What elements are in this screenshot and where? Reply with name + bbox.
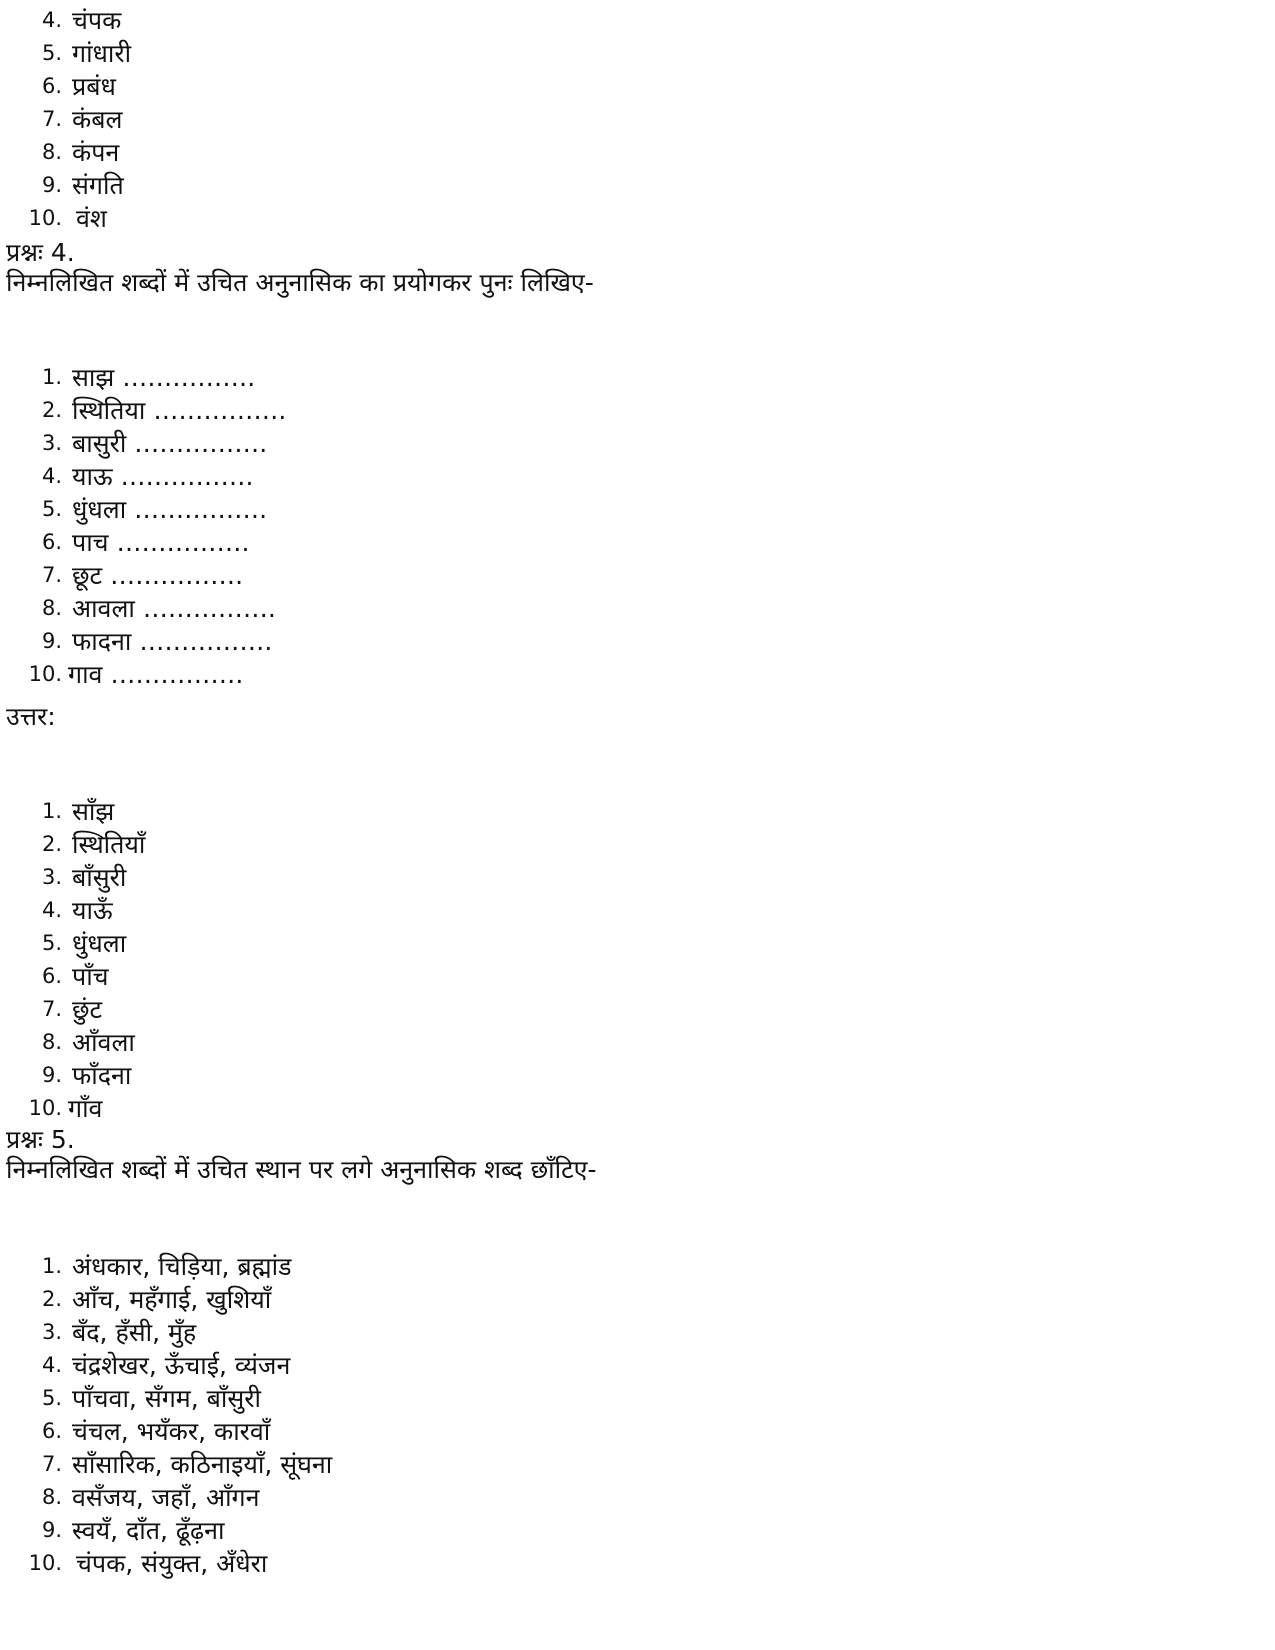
list-item [0, 1059, 1260, 1092]
item-number: 5. [41, 931, 62, 955]
item-text: याऊ ……………. [72, 462, 254, 491]
item-number: 6. [41, 1419, 62, 1443]
list-item [0, 4, 1260, 37]
question-4-label: प्रश्नः 4. [6, 238, 75, 267]
item-number: 8. [41, 1030, 62, 1054]
list-item [0, 1382, 1260, 1415]
list-item [0, 169, 1260, 202]
item-text: साँझ [72, 797, 115, 826]
list-item [0, 795, 1260, 828]
exercise-list [0, 1250, 1260, 1580]
list-item [0, 1283, 1260, 1316]
list-item [0, 559, 1260, 592]
item-number: 5. [41, 1386, 62, 1410]
list-item [0, 526, 1260, 559]
list-item [0, 1026, 1260, 1059]
item-text: स्थितियाँ [72, 830, 146, 859]
item-text: धुंधला ……………. [72, 495, 268, 524]
item-text: साँसारिक, कठिनाइयाँ, सूंघना [72, 1450, 333, 1479]
answer-list [0, 4, 1260, 235]
list-item [0, 1092, 1260, 1125]
item-number: 4. [41, 464, 62, 488]
list-item [0, 136, 1260, 169]
item-text: बाँसुरी [72, 863, 127, 892]
item-text: वंश [76, 204, 107, 233]
item-number: 6. [41, 74, 62, 98]
item-number: 3. [41, 431, 62, 455]
item-number: 4. [41, 1353, 62, 1377]
item-number: 7. [41, 107, 62, 131]
item-text: याऊँ [72, 896, 113, 925]
question-4-answers [0, 795, 1260, 1125]
question-4-items [0, 361, 1260, 691]
list-item [0, 103, 1260, 136]
item-number: 4. [41, 8, 62, 32]
item-number: 2. [41, 832, 62, 856]
item-number: 8. [41, 140, 62, 164]
list-item [0, 1349, 1260, 1382]
list-item [0, 1448, 1260, 1481]
exercise-list [0, 361, 1260, 691]
item-number: 7. [41, 997, 62, 1021]
answer-label: उत्तर: [6, 702, 56, 731]
list-item [0, 361, 1260, 394]
item-number: 9. [41, 173, 62, 197]
list-item [0, 37, 1260, 70]
item-text: गाँव [68, 1094, 103, 1123]
item-text: गांधारी [72, 39, 132, 68]
item-number: 2. [41, 1287, 62, 1311]
item-number: 7. [41, 1452, 62, 1476]
item-number: 9. [41, 1518, 62, 1542]
item-number: 5. [41, 41, 62, 65]
item-number: 1. [41, 1254, 62, 1278]
list-item [0, 1514, 1260, 1547]
list-item [0, 993, 1260, 1026]
item-number: 10. [28, 662, 62, 686]
item-number: 8. [41, 1485, 62, 1509]
item-number: 3. [41, 865, 62, 889]
item-text: गाव ……………. [68, 660, 244, 689]
item-number: 3. [41, 1320, 62, 1344]
list-item [0, 70, 1260, 103]
item-text: चंद्रशेखर, ऊँचाई, व्यंजन [72, 1351, 291, 1380]
list-item [0, 625, 1260, 658]
question-5-instruction: निम्नलिखित शब्दों में उचित स्थान पर लगे अनुनासिक शब्द छाँटिए- [6, 1155, 597, 1184]
item-text: छुंट [72, 995, 103, 1024]
list-item [0, 658, 1260, 691]
list-item [0, 394, 1260, 427]
item-text: साझ ……………. [72, 363, 256, 392]
item-number: 1. [41, 365, 62, 389]
item-number: 9. [41, 629, 62, 653]
item-text: फादना ……………. [72, 627, 273, 656]
list-item [0, 427, 1260, 460]
item-text: आँवला [72, 1028, 135, 1057]
item-text: पाँचवा, सँगम, बाँसुरी [72, 1384, 261, 1413]
item-text: पाँच [72, 962, 109, 991]
item-number: 2. [41, 398, 62, 422]
list-item [0, 1250, 1260, 1283]
list-item [0, 1415, 1260, 1448]
answer-list [0, 795, 1260, 1125]
list-item [0, 861, 1260, 894]
item-text: आवला ……………. [72, 594, 276, 623]
list-item [0, 1481, 1260, 1514]
item-number: 10. [28, 1096, 62, 1120]
question-4-instruction: निम्नलिखित शब्दों में उचित अनुनासिक का प्रयोगकर पुनः लिखिए- [6, 268, 594, 297]
item-text: धुंधला [72, 929, 127, 958]
previous-answer-list [0, 4, 1260, 235]
item-text: कंबल [72, 105, 123, 134]
item-text: प्रबंध [72, 72, 116, 101]
item-number: 6. [41, 964, 62, 988]
item-number: 6. [41, 530, 62, 554]
list-item [0, 894, 1260, 927]
item-number: 5. [41, 497, 62, 521]
item-text: कंपन [72, 138, 120, 167]
item-text: स्थितिया ……………. [72, 396, 287, 425]
item-number: 1. [41, 799, 62, 823]
item-number: 4. [41, 898, 62, 922]
list-item [0, 592, 1260, 625]
item-text: स्वयँ, दाँत, ढूँढ़ना [72, 1516, 225, 1545]
question-5-items [0, 1250, 1260, 1580]
item-text: अंधकार, चिड़िया, ब्रह्मांड [72, 1252, 292, 1281]
list-item [0, 960, 1260, 993]
list-item [0, 828, 1260, 861]
item-number: 10. [28, 1551, 62, 1575]
item-text: चंपक, संयुक्त, अँधेरा [76, 1549, 268, 1578]
item-text: छूट ……………. [72, 561, 244, 590]
list-item [0, 460, 1260, 493]
list-item [0, 493, 1260, 526]
question-5-label: प्रश्नः 5. [6, 1125, 75, 1154]
item-text: फाँदना [72, 1061, 132, 1090]
item-text: चंचल, भयँकर, कारवाँ [72, 1417, 271, 1446]
item-number: 8. [41, 596, 62, 620]
item-text: बासुरी ……………. [72, 429, 268, 458]
item-text: बँद, हँसी, मुँह [72, 1318, 197, 1347]
item-text: चंपक [72, 6, 122, 35]
item-number: 9. [41, 1063, 62, 1087]
item-text: वसँजय, जहाँ, आँगन [72, 1483, 260, 1512]
item-number: 10. [28, 206, 62, 230]
list-item [0, 202, 1260, 235]
item-text: पाच ……………. [72, 528, 250, 557]
list-item [0, 1316, 1260, 1349]
list-item [0, 1547, 1260, 1580]
item-number: 7. [41, 563, 62, 587]
list-item [0, 927, 1260, 960]
item-text: आँच, महँगाई, खुशियाँ [72, 1285, 272, 1314]
item-text: संगति [72, 171, 124, 200]
